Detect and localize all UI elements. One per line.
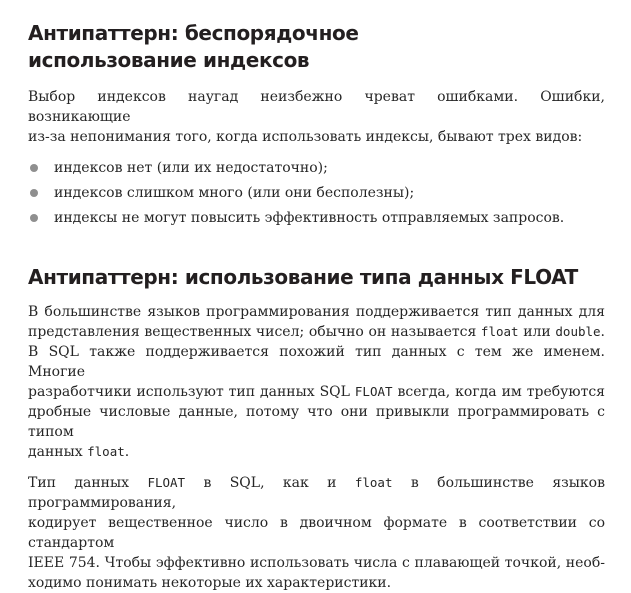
text-fragment: или	[518, 324, 556, 340]
text-fragment: представления вещественных чисел; обычно он называется	[28, 324, 481, 340]
code-keyword: float	[87, 444, 125, 459]
list-item	[28, 206, 605, 231]
heading-line: использование индексов	[28, 48, 310, 72]
bullet-icon	[30, 164, 38, 172]
text-fragment: данных	[28, 444, 88, 460]
text-fragment: всегда, когда им требуются	[392, 384, 605, 400]
code-keyword: float	[354, 475, 393, 490]
float-paragraph-1	[28, 302, 605, 462]
text-line	[28, 382, 605, 402]
text-line: кодирует вещественное число в двоичном формате в соответствии со стандартом	[28, 515, 605, 551]
heading-line: Антипаттерн: беспорядочное	[28, 21, 359, 45]
code-keyword: FLOAT	[354, 384, 393, 399]
text-line	[28, 442, 605, 462]
list-item-text: индексов нет (или их недостаточно);	[54, 160, 328, 176]
intro-paragraph	[28, 87, 605, 147]
text-fragment: .	[600, 324, 605, 340]
list-item	[28, 156, 605, 181]
section-heading-float	[28, 264, 605, 291]
code-keyword: FLOAT	[147, 475, 186, 490]
text-line: из-за непонимания того, когда использовать индексы, бывают трех видов:	[28, 129, 583, 145]
list-item	[28, 181, 605, 206]
section-heading-indexes	[28, 20, 605, 74]
text-line	[28, 473, 605, 513]
bullet-list	[28, 156, 605, 231]
code-keyword: float	[480, 324, 519, 339]
text-line: Выбор индексов наугад неизбежно чреват ошибками. Ошибки, возникающие	[28, 89, 605, 125]
code-keyword: double	[555, 324, 601, 339]
text-line: В SQL также поддерживается похожий тип данных с тем же именем. Многие	[28, 344, 605, 380]
bullet-icon	[30, 189, 38, 197]
list-item-text: индексы не могут повысить эффективность отправляемых запросов.	[54, 210, 565, 226]
text-fragment: Тип данных	[28, 475, 148, 491]
bullet-icon	[30, 214, 38, 222]
heading-line: Антипаттерн: использование типа данных FLOAT	[28, 265, 578, 289]
text-fragment: в SQL, как и	[185, 475, 355, 491]
text-line: ходимо понимать некоторые их характеристики.	[28, 575, 392, 591]
text-fragment: .	[124, 444, 130, 460]
text-fragment: разработчики используют тип данных SQL	[28, 384, 355, 400]
list-item-text: индексов слишком много (или они бесполезны);	[54, 185, 415, 201]
text-fragment: в большинстве языков программирования,	[28, 475, 605, 511]
text-line: IEEE 754. Чтобы эффективно использовать числа с плавающей точкой, необ-	[28, 555, 605, 571]
text-line: В большинстве языков программирования поддерживается тип данных для	[28, 304, 605, 320]
text-line: дробные числовые данные, потому что они привыкли программировать с типом	[28, 404, 605, 440]
float-paragraph-2	[28, 473, 605, 593]
text-line	[28, 322, 605, 342]
